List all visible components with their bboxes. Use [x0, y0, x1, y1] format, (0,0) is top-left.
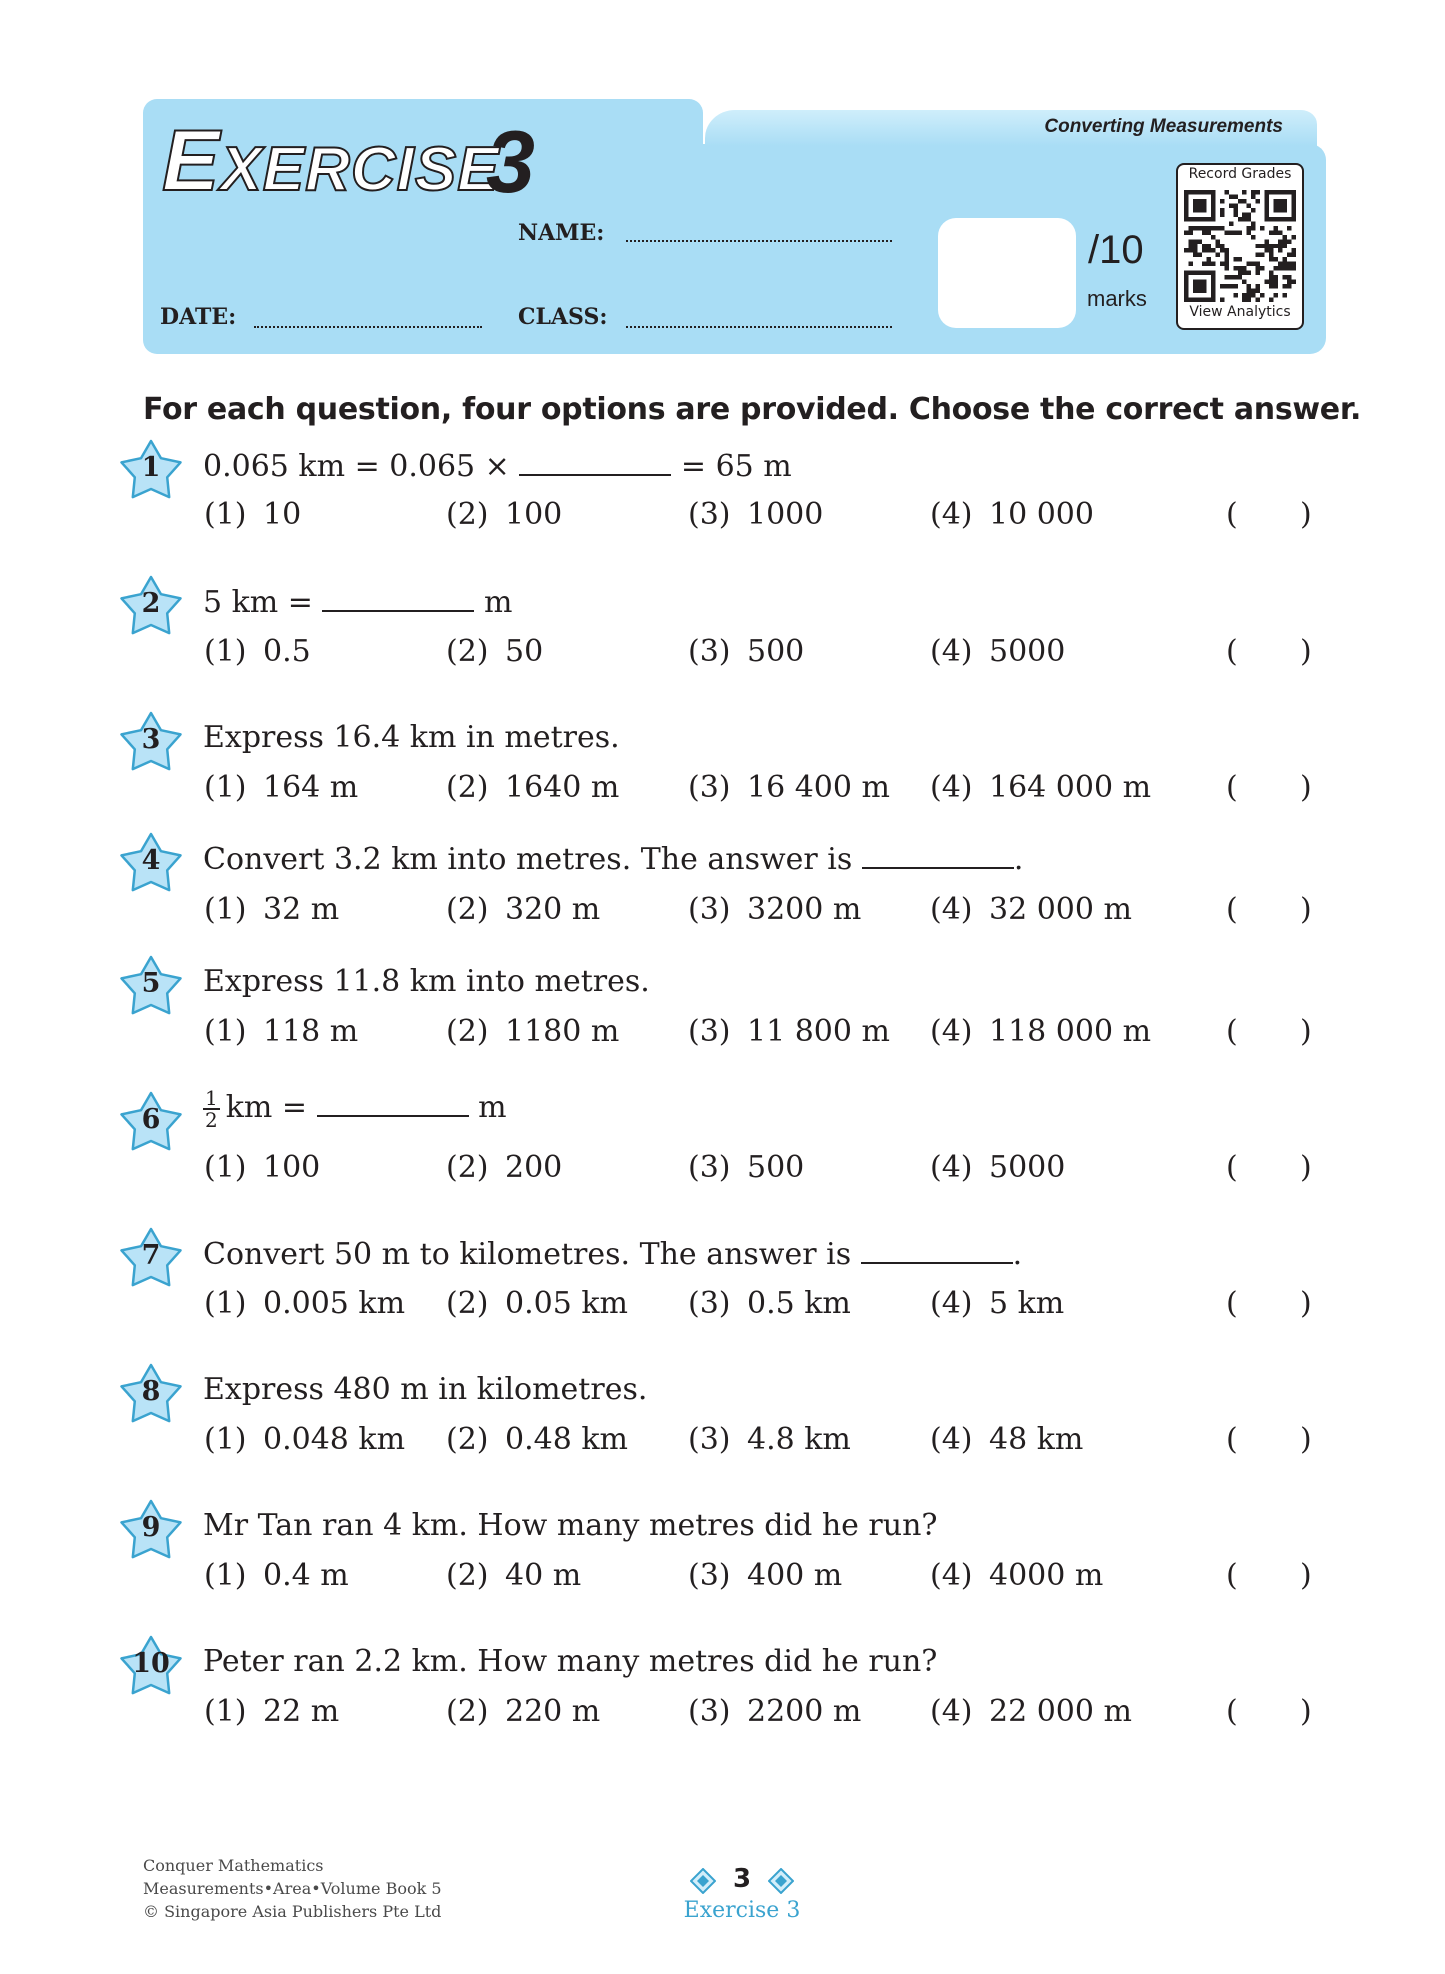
answer-paren-open: ( [1226, 1286, 1238, 1321]
answer-box[interactable] [1246, 1422, 1296, 1458]
answer-blank [862, 841, 1014, 869]
option-label[interactable]: (3) [688, 1014, 731, 1049]
option-value[interactable]: 10 000 [989, 497, 1094, 532]
option-label[interactable]: (3) [688, 892, 731, 927]
option-label[interactable]: (1) [204, 634, 247, 669]
answer-paren-close: ) [1300, 1286, 1312, 1321]
option-value[interactable]: 32 m [263, 892, 340, 927]
question-text: Express 16.4 km in metres. [203, 720, 620, 755]
answer-paren-open: ( [1226, 634, 1238, 669]
option-label[interactable]: (1) [204, 1014, 247, 1049]
option-label[interactable]: (3) [688, 1286, 731, 1321]
option-label[interactable]: (4) [930, 1150, 973, 1185]
question-number: 10 [132, 1648, 170, 1679]
fraction: $\frac{1}{2}$ [205, 1086, 218, 1132]
answer-paren-close: ) [1300, 1422, 1312, 1457]
answer-paren-open: ( [1226, 770, 1238, 805]
option-label[interactable]: (3) [688, 1558, 731, 1593]
answer-paren-close: ) [1300, 770, 1312, 805]
option-label[interactable]: (2) [446, 1422, 489, 1457]
score-total: /10 [1088, 228, 1144, 272]
option-value[interactable]: 0.4 m [263, 1558, 349, 1593]
answer-paren-open: ( [1226, 1422, 1238, 1457]
option-value[interactable]: 11 800 m [747, 1014, 890, 1049]
answer-blank [519, 448, 671, 476]
option-label[interactable]: (2) [446, 497, 489, 532]
page-number: 3 [732, 1864, 752, 1894]
option-label[interactable]: (4) [930, 497, 973, 532]
option-label[interactable]: (1) [204, 497, 247, 532]
answer-blank [317, 1089, 469, 1117]
question-text: Convert 50 m to kilometres. The answer is . [203, 1237, 1023, 1272]
option-label[interactable]: (4) [930, 770, 973, 805]
answer-box[interactable] [1246, 1014, 1296, 1050]
answer-box[interactable] [1246, 497, 1296, 533]
option-value[interactable]: 3200 m [747, 892, 862, 927]
option-value[interactable]: 5000 [989, 634, 1066, 669]
option-value[interactable]: 320 m [505, 892, 601, 927]
option-label[interactable]: (4) [930, 1014, 973, 1049]
option-value[interactable]: 500 [747, 1150, 805, 1185]
option-label[interactable]: (4) [930, 634, 973, 669]
exercise-title [162, 113, 500, 209]
option-value[interactable]: 4.8 km [747, 1422, 851, 1457]
answer-paren-open: ( [1226, 1014, 1238, 1049]
option-label[interactable]: (2) [446, 1150, 489, 1185]
option-value[interactable]: 0.005 km [263, 1286, 406, 1321]
option-label[interactable]: (3) [688, 1422, 731, 1457]
option-value[interactable]: 118 000 m [989, 1014, 1152, 1049]
option-label[interactable]: (4) [930, 892, 973, 927]
option-value[interactable]: 0.5 km [747, 1286, 851, 1321]
option-label[interactable]: (2) [446, 1286, 489, 1321]
option-value[interactable]: 1000 [747, 497, 824, 532]
answer-box[interactable] [1246, 770, 1296, 806]
question-text: Peter ran 2.2 km. How many metres did he run? [203, 1644, 938, 1679]
question-number: 2 [141, 588, 161, 619]
option-label[interactable]: (1) [204, 1558, 247, 1593]
option-label[interactable]: (4) [930, 1558, 973, 1593]
option-label[interactable]: (2) [446, 1694, 489, 1729]
answer-blank [861, 1236, 1013, 1264]
option-label[interactable]: (4) [930, 1286, 973, 1321]
question-number: 8 [141, 1376, 161, 1407]
qr-view-analytics-label: View Analytics [1189, 304, 1291, 320]
option-label[interactable]: (1) [204, 1422, 247, 1457]
option-label[interactable]: (3) [688, 634, 731, 669]
option-value[interactable]: 4000 m [989, 1558, 1104, 1593]
option-value[interactable]: 32 000 m [989, 892, 1132, 927]
answer-box[interactable] [1246, 1694, 1296, 1730]
option-label[interactable]: (1) [204, 770, 247, 805]
date-label: DATE: [160, 304, 237, 330]
option-label[interactable]: (2) [446, 892, 489, 927]
question-text: $\frac{1}{2}$ km = m [205, 1086, 507, 1132]
exercise-title-rest: XERCISE [220, 135, 500, 204]
answer-paren-close: ) [1300, 1558, 1312, 1593]
question-number: 3 [141, 724, 161, 755]
option-value[interactable]: 5 km [989, 1286, 1065, 1321]
option-label[interactable]: (4) [930, 1694, 973, 1729]
option-value[interactable]: 22 000 m [989, 1694, 1132, 1729]
option-value[interactable]: 50 [505, 634, 544, 669]
option-value[interactable]: 10 [263, 497, 302, 532]
option-value[interactable]: 22 m [263, 1694, 340, 1729]
option-value[interactable]: 48 km [989, 1422, 1084, 1457]
option-value[interactable]: 1640 m [505, 770, 620, 805]
question-number: 1 [141, 452, 161, 483]
topic-label: Converting Measurements [1044, 116, 1283, 137]
exercise-number: 3 [486, 112, 535, 211]
score-unit: marks [1087, 286, 1147, 311]
answer-paren-close: ) [1300, 1014, 1312, 1049]
name-field[interactable] [626, 240, 892, 242]
option-label[interactable]: (2) [446, 770, 489, 805]
answer-paren-close: ) [1300, 634, 1312, 669]
answer-box[interactable] [1246, 892, 1296, 928]
question-number: 7 [141, 1240, 161, 1271]
question-text: Mr Tan ran 4 km. How many metres did he run? [203, 1508, 938, 1543]
option-label[interactable]: (4) [930, 1422, 973, 1457]
option-label[interactable]: (3) [688, 497, 731, 532]
option-value[interactable]: 40 m [505, 1558, 582, 1593]
option-value[interactable]: 100 [263, 1150, 321, 1185]
option-value[interactable]: 1180 m [505, 1014, 620, 1049]
question-number: 4 [141, 845, 161, 876]
option-value[interactable]: 0.5 [263, 634, 311, 669]
page-exercise-label: Exercise 3 [683, 1898, 801, 1923]
answer-blank [322, 584, 474, 612]
answer-box[interactable] [1246, 634, 1296, 670]
option-value[interactable]: 5000 [989, 1150, 1066, 1185]
exercise-title-initial: E [162, 113, 221, 209]
qr-code-icon[interactable] [1184, 190, 1296, 302]
option-value[interactable]: 2200 m [747, 1694, 862, 1729]
option-value[interactable]: 0.048 km [263, 1422, 406, 1457]
question-text: Express 11.8 km into metres. [203, 964, 650, 999]
option-label[interactable]: (1) [204, 1150, 247, 1185]
option-value[interactable]: 400 m [747, 1558, 843, 1593]
option-value[interactable]: 164 000 m [989, 770, 1152, 805]
answer-paren-open: ( [1226, 1558, 1238, 1593]
class-field[interactable] [626, 326, 892, 328]
diamond-left-icon [690, 1868, 716, 1894]
option-label[interactable]: (1) [204, 892, 247, 927]
answer-paren-open: ( [1226, 1150, 1238, 1185]
option-label[interactable]: (3) [688, 1150, 731, 1185]
instruction-text: For each question, four options are provided. Choose the correct answer. [143, 392, 1362, 427]
option-label[interactable]: (2) [446, 1558, 489, 1593]
answer-paren-open: ( [1226, 497, 1238, 532]
answer-paren-close: ) [1300, 497, 1312, 532]
option-value[interactable]: 118 m [263, 1014, 359, 1049]
question-text: Convert 3.2 km into metres. The answer is . [203, 842, 1024, 877]
option-label[interactable]: (2) [446, 1014, 489, 1049]
option-label[interactable]: (3) [688, 1694, 731, 1729]
footer-copyright: © Singapore Asia Publishers Pte Ltd [143, 1902, 442, 1921]
option-value[interactable]: 0.05 km [505, 1286, 628, 1321]
question-text: 5 km = m [203, 585, 513, 620]
question-number: 5 [141, 968, 161, 999]
option-value[interactable]: 220 m [505, 1694, 601, 1729]
option-value[interactable]: 200 [505, 1150, 563, 1185]
score-box[interactable] [938, 218, 1076, 328]
footer-book-title: Measurements•Area•Volume Book 5 [143, 1879, 442, 1898]
qr-record-grades-label: Record Grades [1188, 166, 1292, 182]
question-number: 9 [141, 1512, 161, 1543]
answer-paren-open: ( [1226, 892, 1238, 927]
option-value[interactable]: 0.48 km [505, 1422, 628, 1457]
option-value[interactable]: 100 [505, 497, 563, 532]
answer-paren-close: ) [1300, 1150, 1312, 1185]
answer-paren-close: ) [1300, 892, 1312, 927]
class-label: CLASS: [518, 304, 608, 330]
question-text: Express 480 m in kilometres. [203, 1372, 648, 1407]
answer-box[interactable] [1246, 1286, 1296, 1322]
diamond-right-icon [768, 1868, 794, 1894]
answer-box[interactable] [1246, 1150, 1296, 1186]
option-label[interactable]: (1) [204, 1694, 247, 1729]
option-value[interactable]: 164 m [263, 770, 359, 805]
question-number: 6 [141, 1104, 161, 1135]
date-field[interactable] [254, 326, 482, 328]
option-label[interactable]: (3) [688, 770, 731, 805]
answer-paren-open: ( [1226, 1694, 1238, 1729]
answer-paren-close: ) [1300, 1694, 1312, 1729]
footer-series: Conquer Mathematics [143, 1856, 324, 1875]
option-label[interactable]: (1) [204, 1286, 247, 1321]
option-label[interactable]: (2) [446, 634, 489, 669]
question-text: 0.065 km = 0.065 × = 65 m [203, 449, 792, 484]
option-value[interactable]: 16 400 m [747, 770, 890, 805]
name-label: NAME: [518, 220, 605, 246]
answer-box[interactable] [1246, 1558, 1296, 1594]
option-value[interactable]: 500 [747, 634, 805, 669]
